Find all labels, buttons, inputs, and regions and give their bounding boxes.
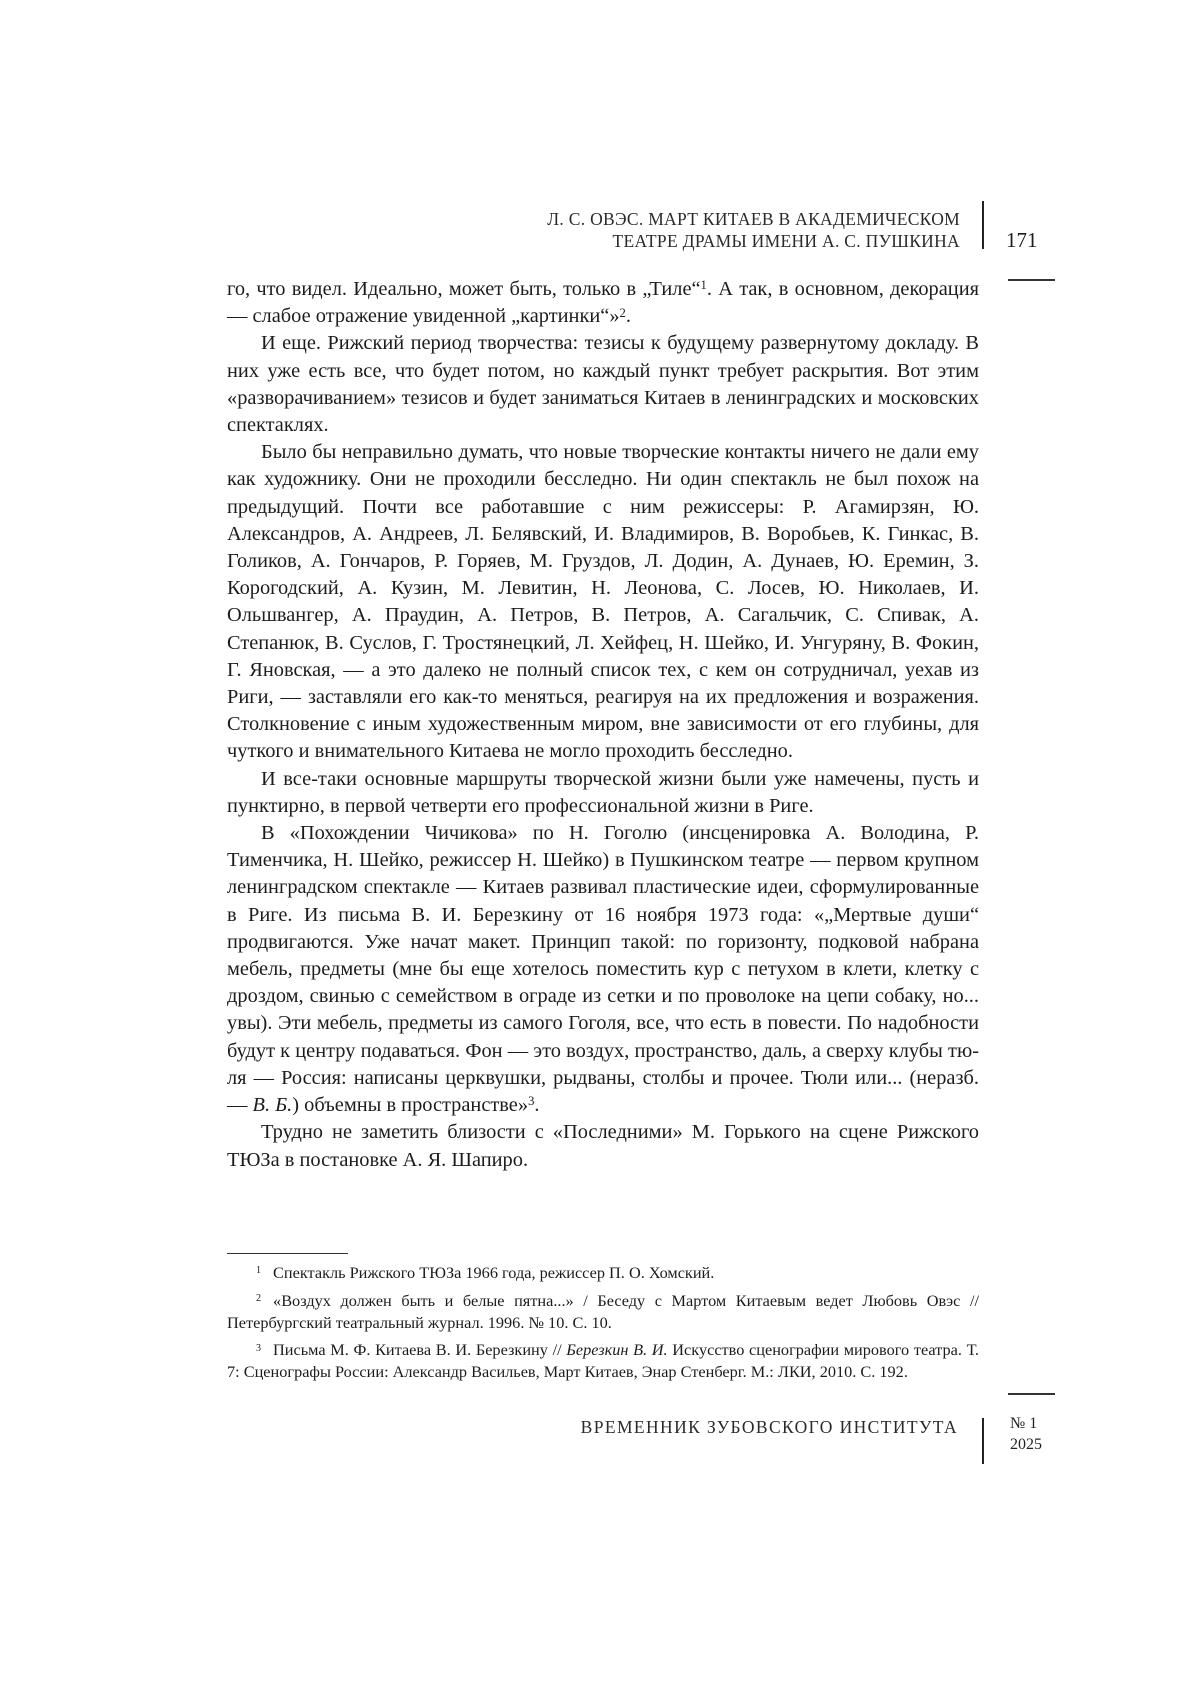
footnote-3-text-a: Письма М. Ф. Китаева В. И. Березкину // (273, 1340, 567, 1360)
footnote-ref-1: 1 (700, 278, 707, 293)
footnote-2-number: 2 (256, 1293, 262, 1305)
paragraph-5-text-b: ) объемны в пространстве» (292, 1094, 529, 1117)
issue-info (1010, 1413, 1042, 1455)
footnote-3-number: 3 (256, 1342, 262, 1354)
paragraph-5 (227, 820, 979, 1119)
footnote-separator (227, 1253, 348, 1254)
footnote-1-text: Спектакль Рижского ТЮЗа 1966 года, режиссер П. О. Хомский. (273, 1263, 715, 1282)
footnote-2 (227, 1290, 979, 1334)
paragraph-1-text-c: . (625, 305, 631, 328)
paragraph-5-text-a: В «Похождении Чичикова» по Н. Гоголю (инсценировка А. Володина, Р. Тименчика, Н. Шейко, режиссер Н. Шейко) в Пушкинском театре — первом крупном ленинградском спектакле — Китаев развивал пластические идеи, сформулированные в Риге. Из письма В. И. Березкину от 16 ноября 1973 года: «„Мертвые души“ продвигаются. Уже начат макет. Принцип такой: по горизонту, подковой набрана мебель, предметы (мне бы еще хотелось поместить кур с петухом в клети, клетку с дроздом, свинью с семейством в ограде из сетки и по проволоке на цепи собаку, но... увы). Эти мебель, предметы из самого Гоголя, все, что есть в повести. По надобности будут к центру подаваться. Фон — это воздух, пространство, даль, а сверху клубы тюля — Россия: написаны церквушки, рыдваны, столбы и прочее. Тюли или... (неразб. — (227, 822, 979, 1117)
paragraph-1 (227, 276, 979, 330)
footnote-3 (227, 1339, 979, 1383)
paragraph-4: И все-таки основные маршруты творческой жизни были уже намечены, пусть и пунктирно, в первой четверти его профессиональной жизни в Риге. (227, 767, 979, 817)
footnote-1 (227, 1262, 979, 1284)
footnote-2-text: «Воздух должен быть и белые пятна...» / Беседу с Мартом Китаевым ведет Любовь Овэс // Петербургский театральный журнал. 1996. № 10. С. 10. (227, 1290, 979, 1332)
paragraph-6: Трудно не заметить близости с «Последними» М. Горького на сцене Рижского ТЮЗа в постановке А. Я. Шапиро. (227, 1121, 979, 1171)
header-title-line-2: ТЕАТРЕ ДРАМЫ ИМЕНИ А. С. ПУШКИНА (612, 231, 960, 251)
header-vertical-rule (982, 201, 984, 249)
paragraph-5-text-c: . (534, 1094, 540, 1117)
running-header-title (480, 208, 960, 252)
footnote-ref-3: 3 (528, 1094, 535, 1109)
main-text (227, 276, 979, 1174)
paragraph-2: И еще. Рижский период творчества: тезисы к будущему развернутому докладу. В них уже есть все, что будет потом, но каждый пункт требует раскрытия. Вот этим «разворачиванием» тезисов и будет заниматься Китаев в ленинградских и московских спектаклях. (227, 332, 979, 437)
footer-vertical-rule (982, 1418, 984, 1464)
footnote-3-author: Березкин В. И. (566, 1340, 668, 1360)
footer-horizontal-rule (1008, 1393, 1055, 1395)
paragraph-1-text-b: . А так, в основном, декорация — слабое отражение увиденной „картинки“» (227, 278, 979, 328)
header-title-line-1: Л. С. ОВЭС. МАРТ КИТАЕВ В АКАДЕМИЧЕСКОМ (547, 209, 960, 229)
footnotes (227, 1262, 979, 1389)
paragraph-1-text-a: го, что видел. Идеально, может быть, только в „Тиле“ (227, 278, 701, 300)
paragraph-3: Было бы неправильно думать, что новые творческие контакты ничего не дали ему как художнику. Они не проходили бесследно. Ни один спектакль не был похож на предыдущий. Почти все работавшие с ним режиссеры: Р. Агамирзян, Ю. Александров, А. Андреев, Л. Белявский, И. Владимиров, В. Воробьев, К. Гинкас, В. Голиков, А. Гончаров, Р. Горяев, М. Груздов, Л. Додин, А. Дунаев, Ю. Еремин, З. Корогодский, А. Кузин, М. Левитин, Н. Леонова, С. Лосев, Ю. Николаев, И. Ольшвангер, А. Праудин, А. Петров, В. Петров, А. Сагальчик, С. Спивак, А. Степанюк, В. Суслов, Г. Тростянецкий, Л. Хейфец, Н. Шейко, И. Унгуряну, В. Фокин, Г. Яновская, — а это далеко не полный список тех, с кем он сотрудничал, уехав из Риги, — заставляли его как-то меняться, реагируя на их предложения и возражения. Столкновение с иным художественным миром, вне зависимости от его глубины, для чуткого и внимательного Китаева не могло проходить бесследно. (227, 441, 979, 763)
page-number: 171 (1006, 228, 1038, 252)
journal-title: ВРЕМЕННИК ЗУБОВСКОГО ИНСТИТУТА (580, 1417, 958, 1437)
footnote-ref-2: 2 (619, 305, 626, 320)
paragraph-5-initials: В. Б. (252, 1094, 293, 1117)
issue-year: 2025 (1010, 1436, 1042, 1453)
header-horizontal-rule (1008, 279, 1055, 281)
footnote-1-number: 1 (256, 1265, 262, 1277)
footnote-3-text-b: Искусство сценографии мирового театра. Т. 7: Сценографы России: Александр Васильев, Март Китаев, Энар Стенберг. М.: ЛКИ, 2010. С. 192. (227, 1340, 979, 1382)
issue-number: № 1 (1010, 1415, 1038, 1432)
